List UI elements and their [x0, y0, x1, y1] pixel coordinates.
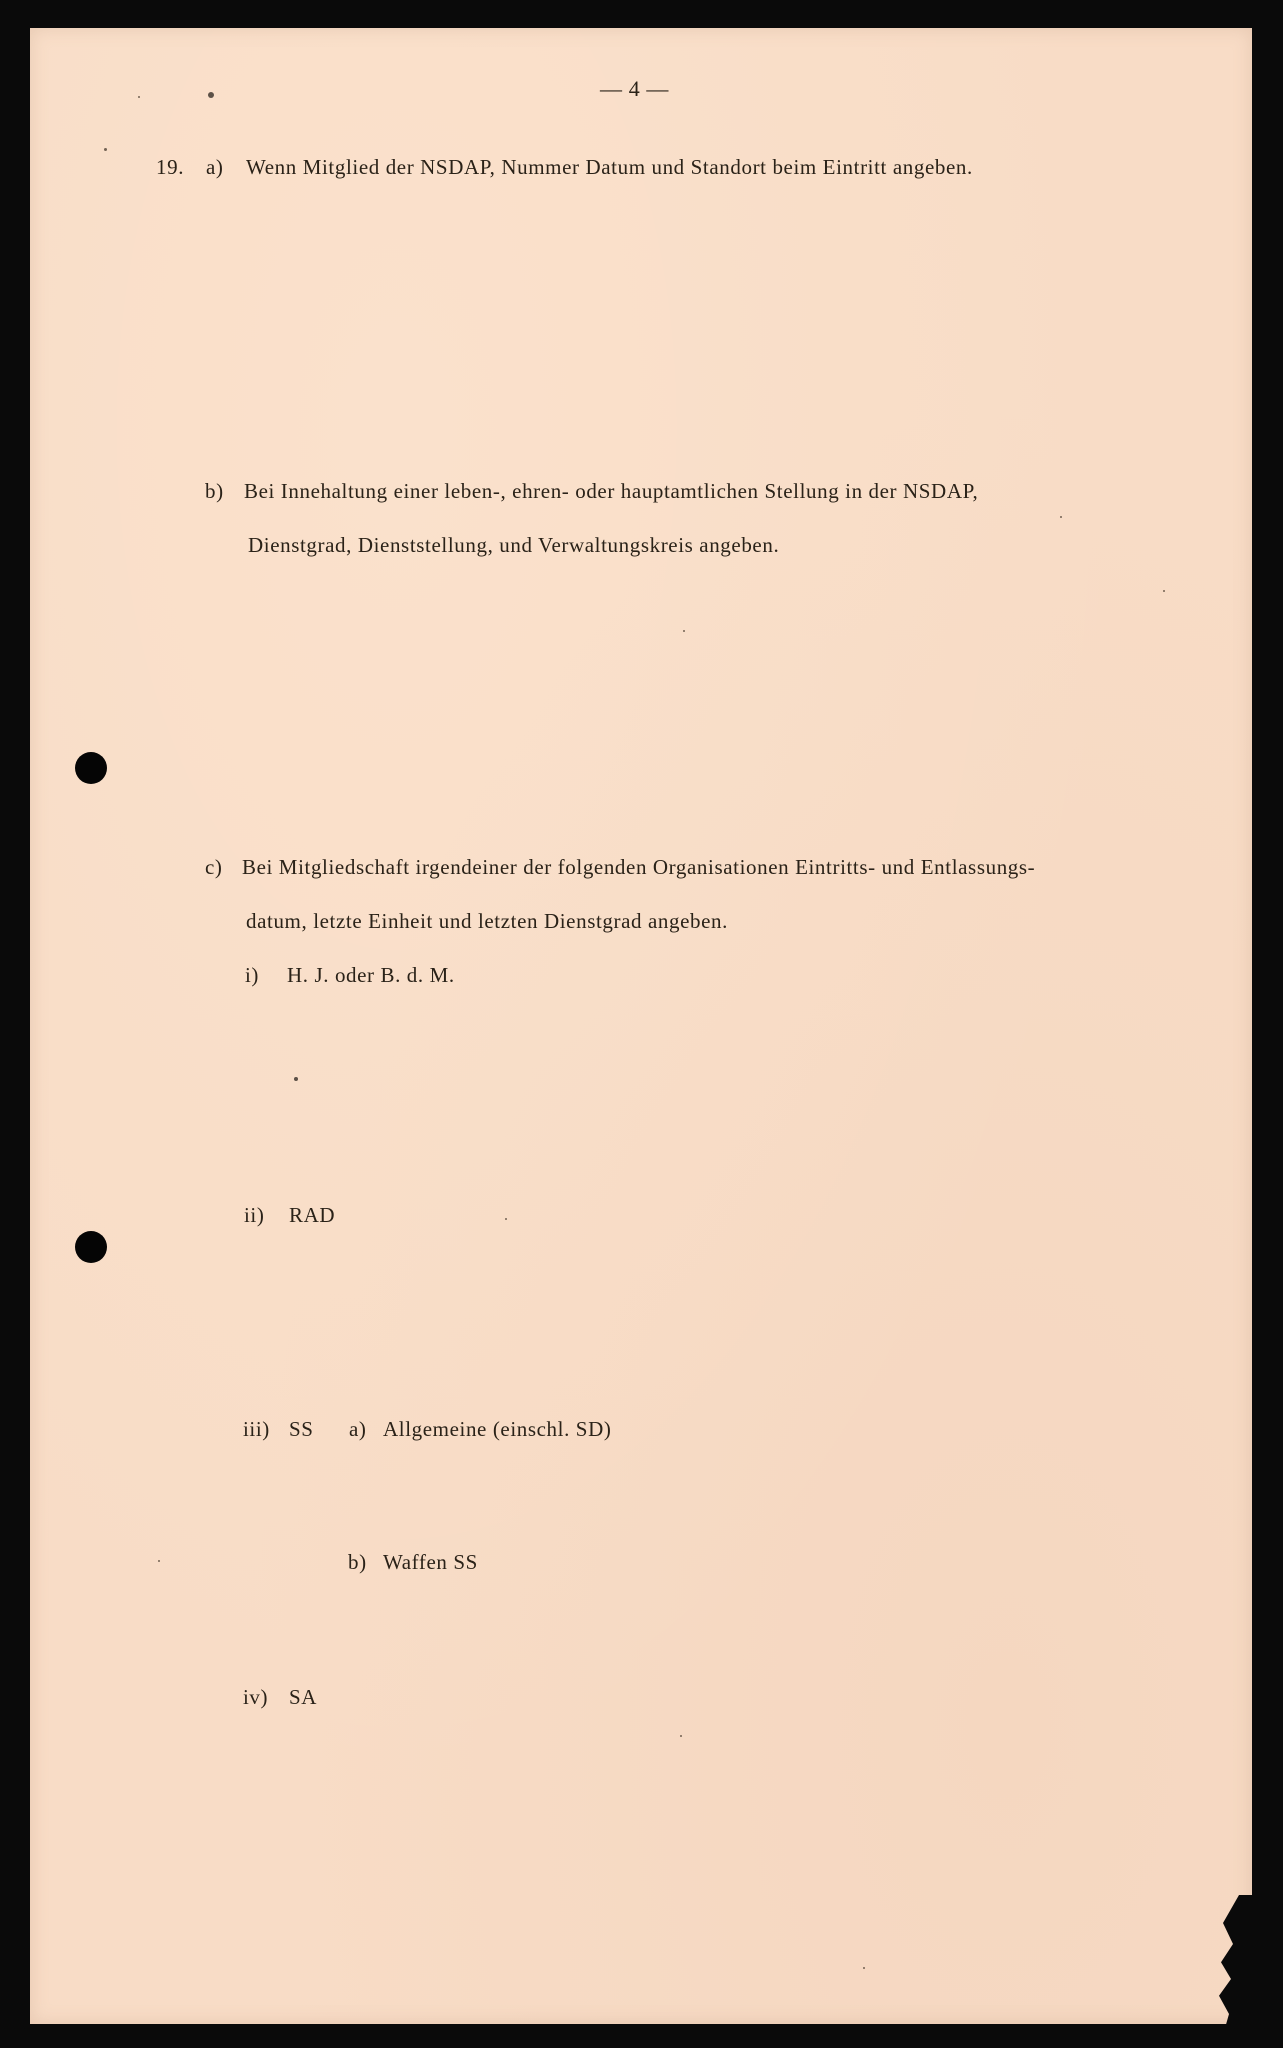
item-c-marker: c) — [205, 855, 223, 879]
punch-hole — [75, 752, 107, 784]
item-a-text: Wenn Mitglied der NSDAP, Nummer Datum und Standort beim Eintritt angeben. — [246, 155, 973, 179]
sub-item-marker: ii) — [244, 1203, 265, 1227]
item-b-line-1: Bei Innehaltung einer leben-, ehren- oder hauptamtlichen Stellung in der NSDAP, — [244, 479, 979, 503]
sub-item-label-hj: H. J. oder B. d. M. — [287, 963, 455, 987]
paper-speck — [1163, 590, 1165, 592]
item-b-marker: b) — [205, 479, 224, 503]
item-b-line-2: Dienstgrad, Dienststellung, und Verwaltungskreis angeben. — [248, 533, 780, 557]
paper-speck — [680, 1735, 682, 1737]
sub-item-label-rad: RAD — [289, 1203, 336, 1227]
paper-speck — [158, 1560, 160, 1562]
ss-sub-a-label: Allgemeine (einschl. SD) — [383, 1417, 612, 1441]
item-c-line-2: datum, letzte Einheit und letzten Dienstgrad angeben. — [246, 909, 728, 933]
paper-speck — [294, 1077, 298, 1081]
paper-speck — [138, 96, 140, 98]
item-c-line-1: Bei Mitgliedschaft irgendeiner der folgenden Organisationen Eintritts- und Entlassungs- — [242, 855, 1036, 879]
ss-sub-a-marker: a) — [349, 1417, 367, 1441]
sub-item-label-ss: SS — [289, 1417, 314, 1441]
paper-speck — [1060, 516, 1062, 518]
paper-speck — [863, 1967, 865, 1969]
sub-item-marker: iii) — [243, 1417, 270, 1441]
punch-hole — [75, 1231, 107, 1263]
ss-sub-b-marker: b) — [348, 1550, 367, 1574]
paper-speck — [505, 1218, 507, 1220]
sub-item-marker: i) — [245, 963, 260, 987]
page-number: — 4 — — [600, 76, 669, 101]
paper-speck — [104, 148, 107, 151]
sub-item-label-sa: SA — [289, 1685, 318, 1709]
sub-item-marker: iv) — [243, 1685, 269, 1709]
paper-speck — [208, 92, 214, 98]
ss-sub-b-label: Waffen SS — [383, 1550, 478, 1574]
question-number: 19. — [156, 155, 185, 179]
item-a-marker: a) — [206, 155, 224, 179]
document-page — [30, 28, 1252, 2024]
paper-speck — [683, 630, 685, 632]
